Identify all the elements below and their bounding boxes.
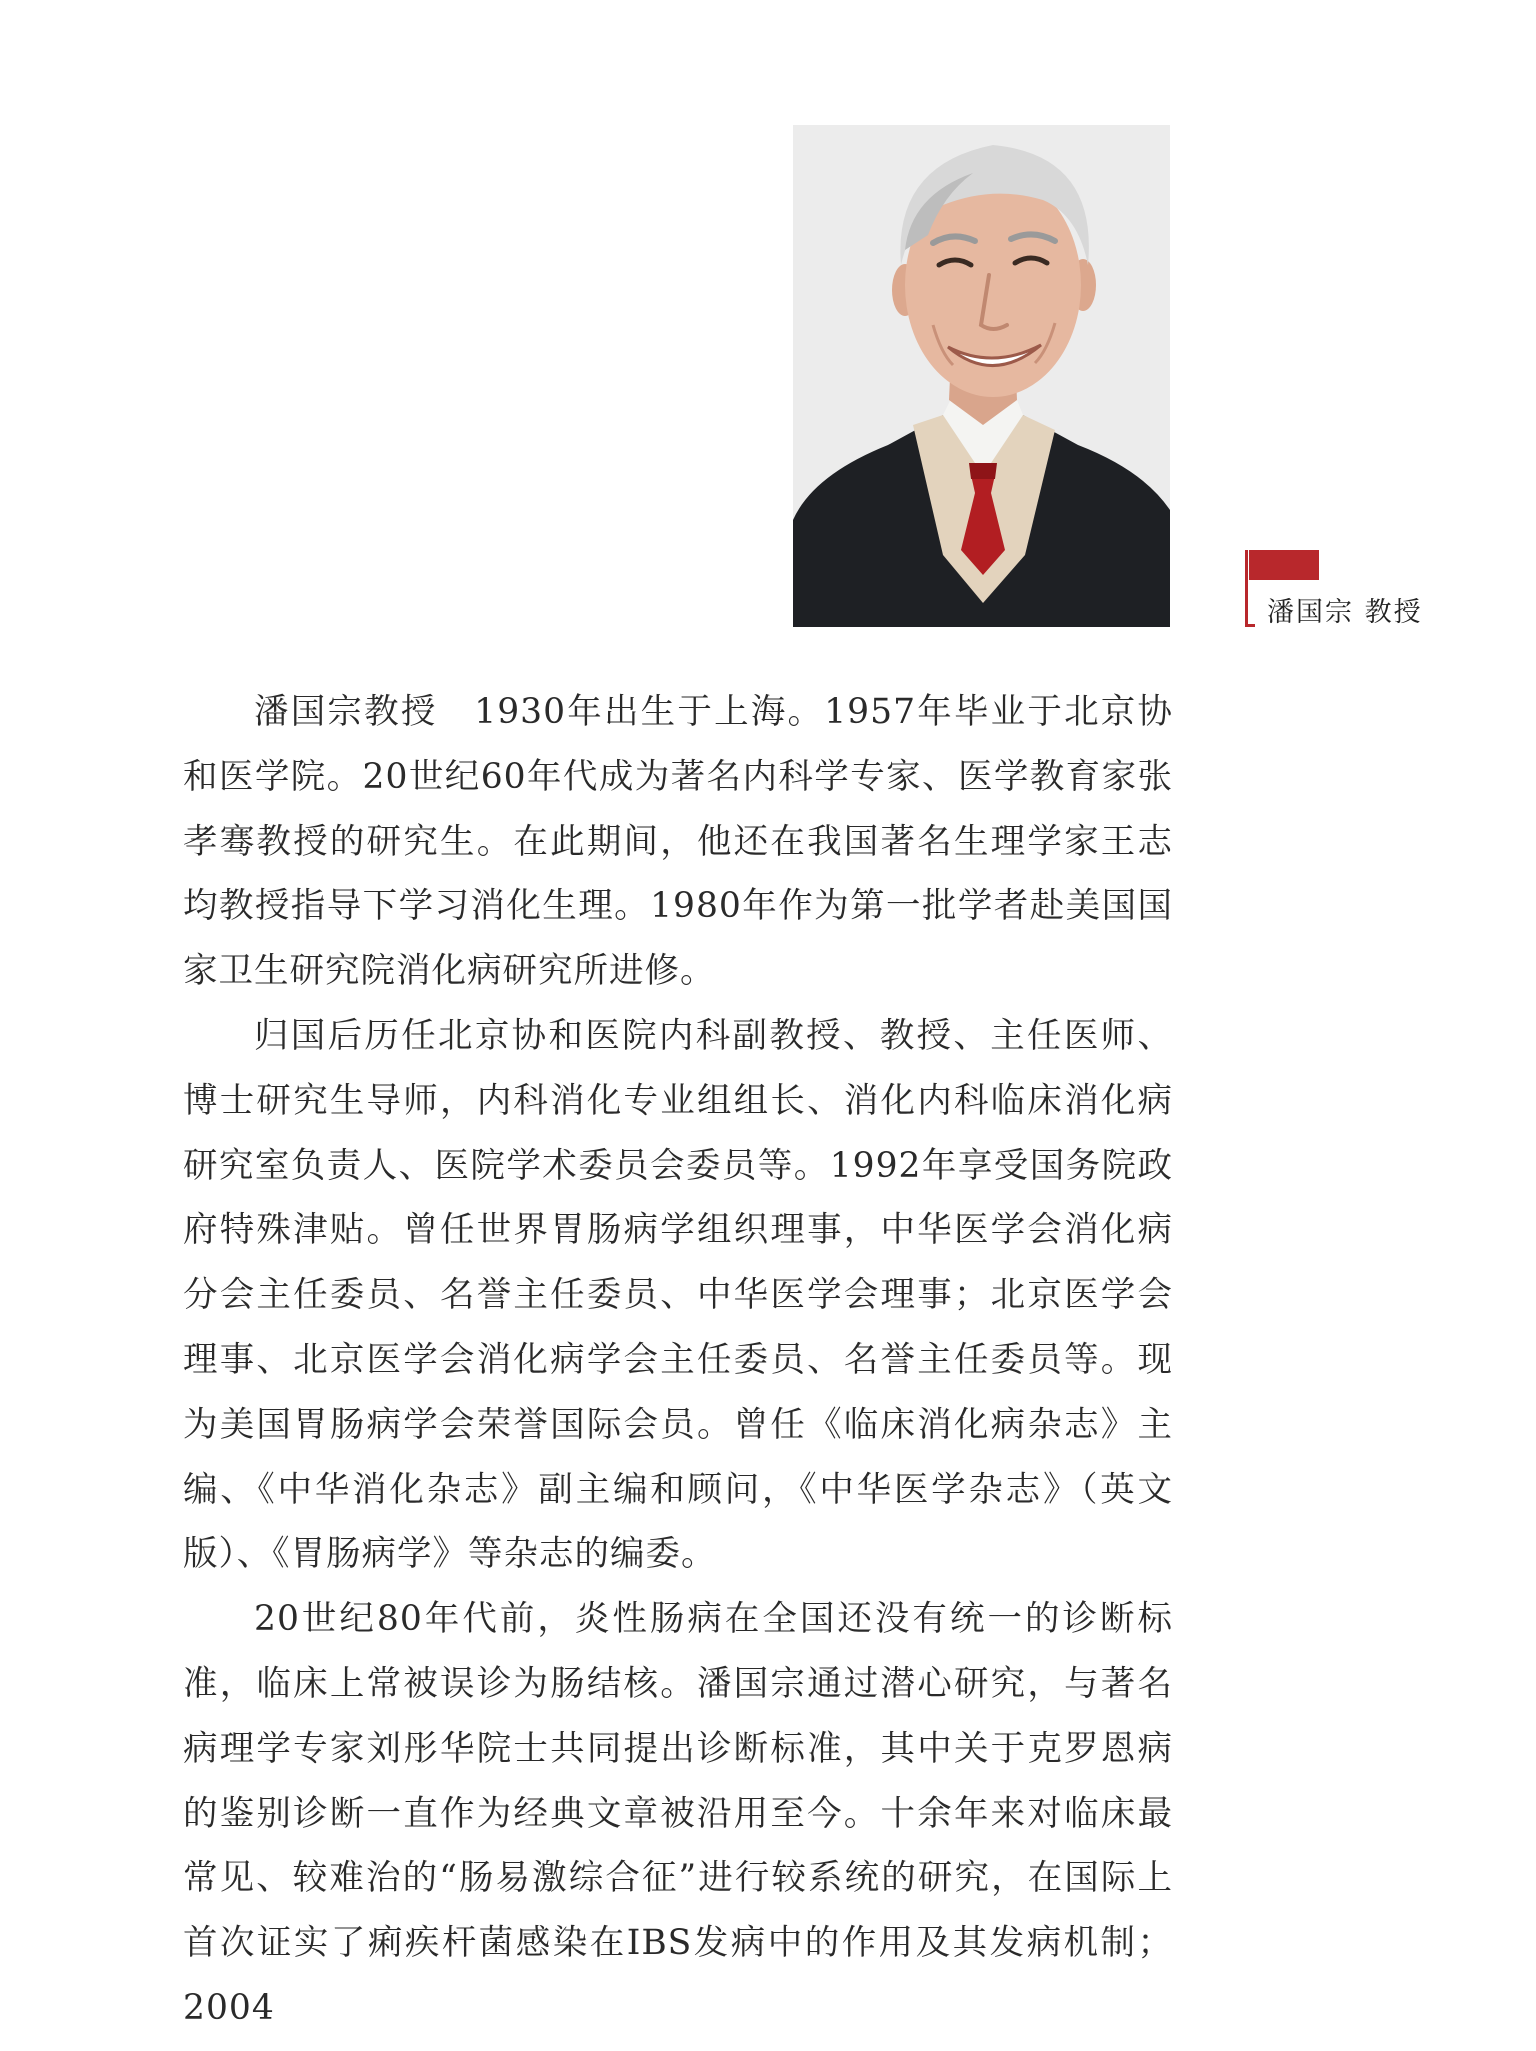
flag-pole	[1245, 550, 1248, 627]
red-flag-icon	[1249, 550, 1319, 580]
paragraph-2: 归国后历任北京协和医院内科副教授、教授、主任医师、博士研究生导师，内科消化专业组组长、消化内科临床消化病研究室负责人、医院学术委员会委员等。1992年享受国务院政府特殊津贴。曾任世界胃肠病学组织理事，中华医学会消化病分会主任委员、名誉主任委员、中华医学会理事；北京医学会理事、北京医学会消化病学会主任委员、名誉主任委员等。现为美国胃肠病学会荣誉国际会员。曾任《临床消化病杂志》主编、《中华消化杂志》副主编和顾问，《中华医学杂志》（英文版）、《胃肠病学》等杂志的编委。	[183, 1015, 1173, 1575]
name-tag	[1245, 550, 1445, 630]
paragraph-3: 20世纪80年代前，炎性肠病在全国还没有统一的诊断标准，临床上常被误诊为肠结核。潘国宗通过潜心研究，与著名病理学专家刘彤华院士共同提出诊断标准，其中关于克罗恩病的鉴别诊断一直作为经典文章被沿用至今。十余年来对临床最常见、较难治的“肠易激综合征”进行较系统的研究，在国际上首次证实了痢疾杆菌感染在IBS发病中的作用及其发病机制；2004	[183, 1599, 1173, 2028]
paragraph-1: 潘国宗教授 1930年出生于上海。1957年毕业于北京协和医学院。20世纪60年代成为著名内科学专家、医学教育家张孝骞教授的研究生。在此期间，他还在我国著名生理学家王志均教授指导下学习消化生理。1980年作为第一批学者赴美国国家卫生研究院消化病研究所进修。	[183, 692, 1173, 992]
biography-text	[183, 680, 1173, 2041]
flag-foot	[1245, 624, 1255, 627]
name-label: 潘国宗 教授	[1267, 597, 1423, 628]
portrait-icon	[793, 125, 1170, 627]
portrait-photo	[793, 125, 1170, 627]
